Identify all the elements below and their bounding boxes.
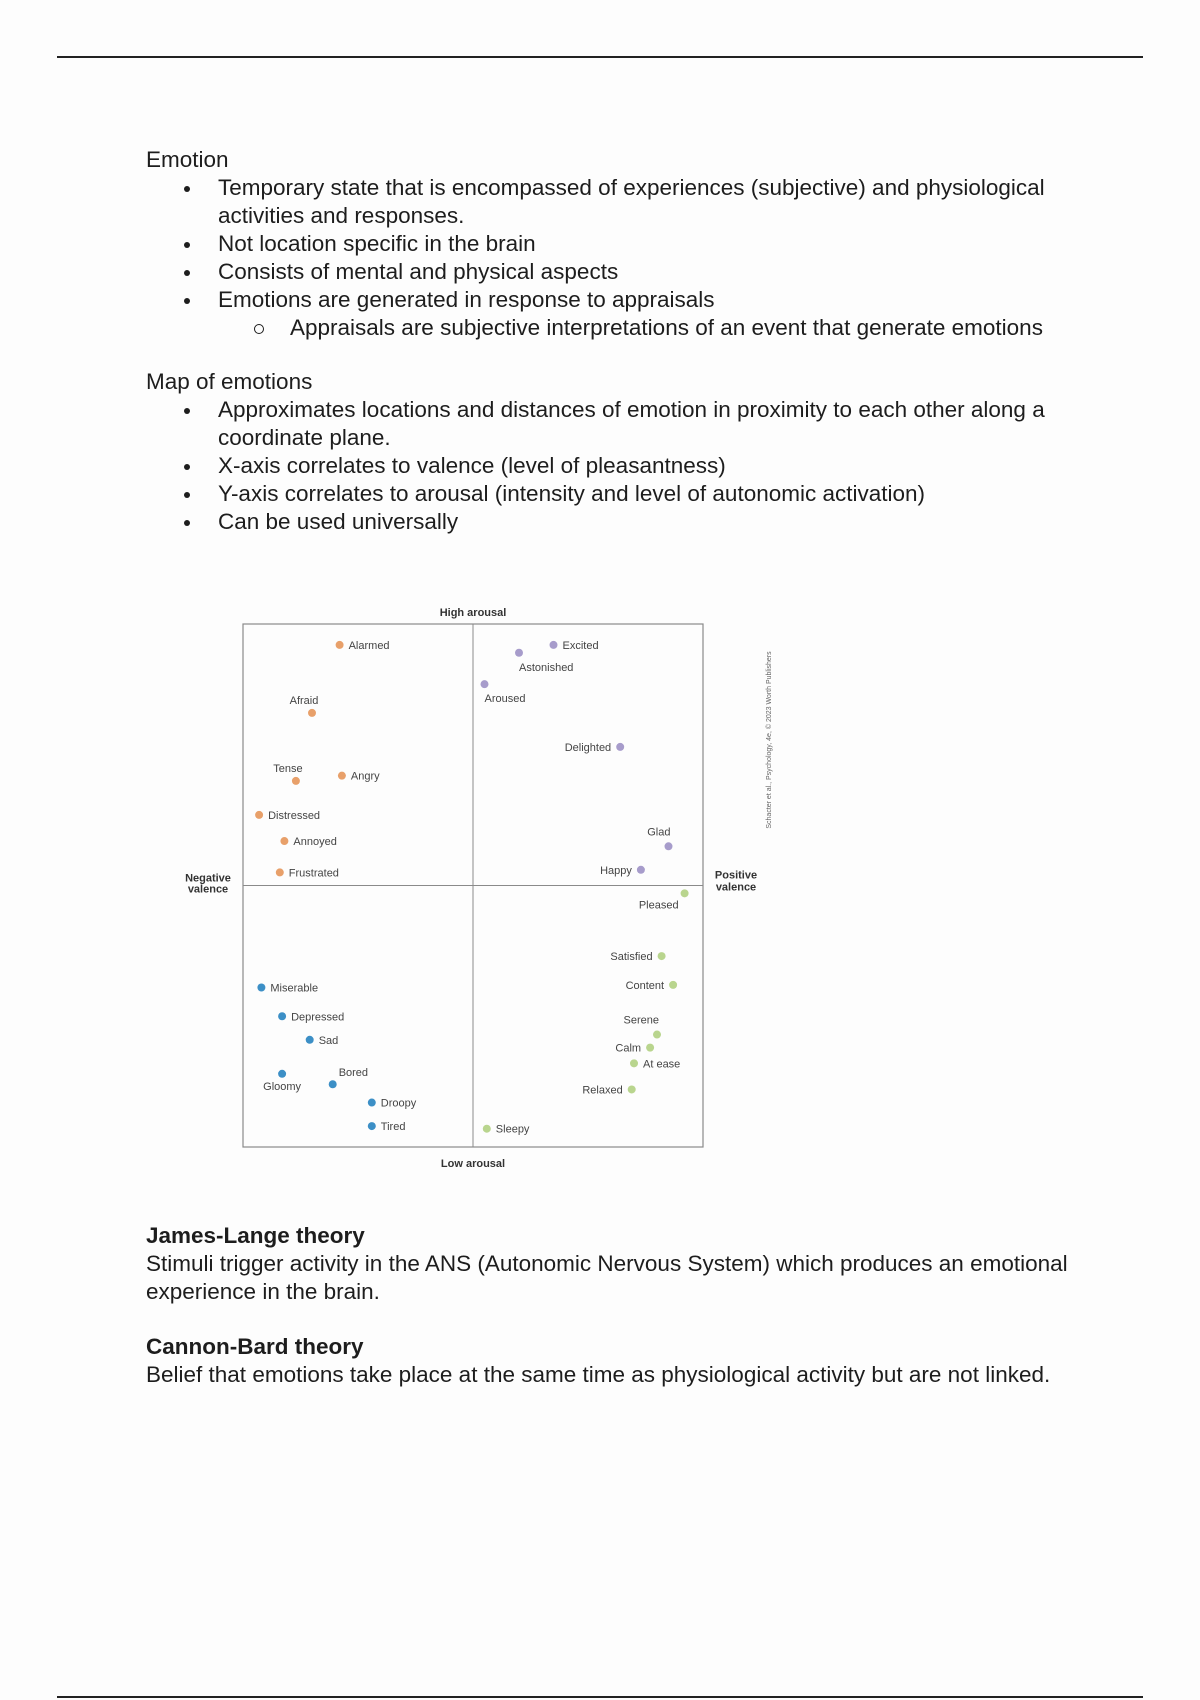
- data-point: [630, 1059, 638, 1067]
- data-point: [653, 1031, 661, 1039]
- list-item: Temporary state that is encompassed of experiences (subjective) and physiological activities and responses.: [146, 174, 1106, 230]
- data-point: [306, 1036, 314, 1044]
- data-point: [292, 777, 300, 785]
- list-item: [146, 286, 1106, 342]
- point-label: Tense: [273, 762, 303, 775]
- point-label: Serene: [623, 1014, 659, 1027]
- point-label: Calm: [615, 1042, 642, 1055]
- point-label: Annoyed: [293, 836, 337, 849]
- point-label: Content: [625, 979, 665, 992]
- data-point: [483, 1125, 491, 1133]
- copyright-credit: Schacter et al., Psychology, 4e, © 2023 Worth Publishers: [766, 651, 773, 829]
- cannon-bard-text: Belief that emotions take place at the same time as physiological activity but are not linked.: [146, 1362, 1051, 1387]
- james-lange-section: [146, 1222, 1106, 1306]
- list-item: Y-axis correlates to arousal (intensity and level of autonomic activation): [146, 480, 1106, 508]
- point-label: At ease: [643, 1058, 681, 1071]
- emotion-sub-bullets: [218, 314, 1106, 342]
- point-label: Glad: [647, 826, 671, 839]
- data-point: [278, 1012, 286, 1020]
- list-item: Consists of mental and physical aspects: [146, 258, 1106, 286]
- data-point: [368, 1099, 376, 1107]
- right-axis-label: Positive: [714, 869, 758, 882]
- point-label: Excited: [562, 639, 599, 652]
- data-point: [276, 868, 284, 876]
- point-label: Happy: [600, 864, 632, 877]
- point-label: Droopy: [380, 1097, 417, 1110]
- point-label: Miserable: [270, 982, 319, 995]
- point-label: Satisfied: [610, 951, 653, 964]
- data-point: [368, 1122, 376, 1130]
- sub-list-item: Appraisals are subjective interpretations of an event that generate emotions: [218, 314, 1106, 342]
- point-label: Gloomy: [263, 1080, 302, 1093]
- point-label: Pleased: [638, 899, 679, 912]
- james-lange-heading: James-Lange theory: [146, 1223, 365, 1248]
- point-label: Frustrated: [288, 867, 339, 880]
- data-point: [338, 772, 346, 780]
- point-label: Depressed: [291, 1011, 345, 1024]
- cannon-bard-heading: Cannon-Bard theory: [146, 1334, 364, 1359]
- list-item: Not location specific in the brain: [146, 230, 1106, 258]
- data-point: [681, 889, 689, 897]
- emotion-bullets: [146, 174, 1106, 342]
- data-point: [280, 837, 288, 845]
- data-point: [669, 981, 677, 989]
- list-item-text: Emotions are generated in response to appraisals: [218, 287, 715, 312]
- data-point: [515, 649, 523, 657]
- top-rule: [57, 56, 1143, 58]
- list-item: Approximates locations and distances of emotion in proximity to each other along a coordinate plane.: [146, 396, 1106, 452]
- bottom-rule: [57, 1696, 1143, 1698]
- data-point: [257, 983, 265, 991]
- emotion-heading: Emotion: [146, 147, 229, 172]
- data-point: [637, 866, 645, 874]
- data-point: [336, 641, 344, 649]
- data-point: [481, 680, 489, 688]
- right-axis-label: valence: [715, 881, 757, 894]
- james-lange-text: Stimuli trigger activity in the ANS (Autonomic Nervous System) which produces an emotional experience in the brain.: [146, 1251, 1068, 1304]
- data-point: [308, 709, 316, 717]
- map-bullets: [146, 396, 1106, 536]
- point-label: Relaxed: [582, 1084, 623, 1097]
- point-label: Angry: [350, 770, 380, 783]
- list-item: Can be used universally: [146, 508, 1106, 536]
- point-label: Tired: [380, 1121, 406, 1134]
- point-label: Sleepy: [495, 1123, 530, 1136]
- data-point: [646, 1044, 654, 1052]
- point-label: Distressed: [268, 809, 321, 822]
- data-point: [628, 1085, 636, 1093]
- point-label: Bored: [338, 1067, 369, 1080]
- point-label: Astonished: [519, 661, 574, 674]
- cannon-bard-section: [146, 1333, 1106, 1389]
- data-point: [550, 641, 558, 649]
- data-point: [278, 1070, 286, 1078]
- map-heading: Map of emotions: [146, 369, 313, 394]
- data-point: [616, 743, 624, 751]
- notes-body: [146, 146, 1106, 536]
- top-axis-label: High arousal: [439, 607, 507, 619]
- left-axis-label: Negative: [185, 872, 231, 885]
- point-label: Delighted: [564, 741, 612, 754]
- point-label: Alarmed: [348, 639, 390, 652]
- bottom-axis-label: Low arousal: [440, 1158, 506, 1170]
- point-label: Aroused: [484, 693, 526, 706]
- data-point: [665, 842, 673, 850]
- data-point: [255, 811, 263, 819]
- data-point: [329, 1080, 337, 1088]
- left-axis-label: valence: [187, 883, 229, 896]
- list-item: X-axis correlates to valence (level of pleasantness): [146, 452, 1106, 480]
- point-label: Sad: [318, 1034, 339, 1047]
- emotion-map-svg: [175, 600, 795, 1175]
- point-label: Afraid: [289, 694, 319, 707]
- data-point: [658, 952, 666, 960]
- emotion-map-chart: [175, 600, 795, 1175]
